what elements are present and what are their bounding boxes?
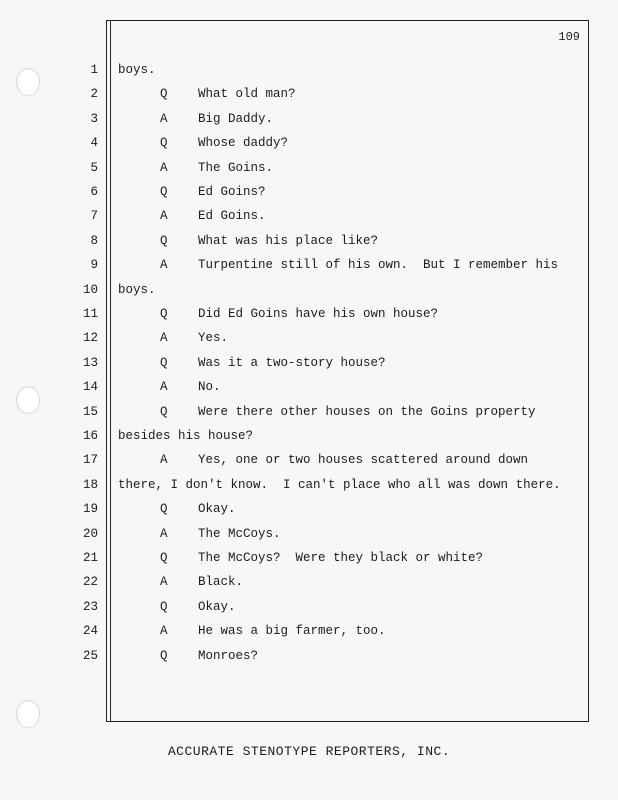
line-number: 8: [90, 233, 98, 248]
line-text: What old man?: [198, 87, 296, 102]
transcript-line: [0, 405, 618, 425]
line-text: Was it a two-story house?: [198, 355, 386, 370]
speaker-label: Q: [160, 502, 168, 517]
transcript-line: [0, 209, 618, 229]
line-text: Turpentine still of his own. But I remember his: [198, 258, 559, 273]
speaker-label: A: [160, 453, 168, 468]
transcript-line: [0, 63, 618, 83]
transcript-line: [0, 258, 618, 278]
speaker-label: A: [160, 160, 168, 175]
transcript-line: [0, 527, 618, 547]
line-number: 23: [82, 599, 98, 614]
line-text: Yes.: [198, 331, 229, 346]
speaker-label: A: [160, 526, 168, 541]
line-text: The McCoys.: [198, 526, 281, 541]
speaker-label: A: [160, 258, 168, 273]
transcript-line: [0, 649, 618, 669]
line-text: Did Ed Goins have his own house?: [198, 307, 439, 321]
transcript-line: [0, 600, 618, 620]
transcript-line: [0, 112, 618, 132]
line-number: 19: [82, 502, 98, 517]
line-text: there, I don't know. I can't place who all was down there.: [118, 477, 561, 492]
line-text: boys.: [118, 63, 156, 77]
speaker-label: Q: [160, 233, 168, 248]
line-text: The McCoys? Were they black or white?: [198, 551, 484, 565]
speaker-label: Q: [160, 185, 168, 199]
transcript-line: [0, 624, 618, 644]
line-text: Big Daddy.: [198, 111, 274, 126]
line-text: besides his house?: [118, 429, 254, 443]
speaker-label: A: [160, 209, 168, 224]
speaker-label: A: [160, 624, 168, 639]
transcript-line: [0, 551, 618, 571]
line-text: He was a big farmer, too.: [198, 624, 386, 639]
line-number: 2: [90, 87, 98, 102]
transcript-line: [0, 283, 618, 303]
speaker-label: A: [160, 331, 168, 346]
transcript-line: [0, 331, 618, 351]
transcript-line: [0, 502, 618, 522]
speaker-label: Q: [160, 307, 168, 321]
transcript-line: [0, 136, 618, 156]
speaker-label: Q: [160, 648, 168, 663]
page-number: 109: [558, 30, 580, 44]
transcript-line: [0, 453, 618, 473]
line-number: 22: [82, 575, 98, 590]
line-number: 5: [90, 160, 98, 175]
transcript-line: [0, 307, 618, 327]
line-text: Okay.: [198, 599, 236, 614]
transcript-line: [0, 185, 618, 205]
transcript-line: [0, 161, 618, 181]
transcript-line: [0, 234, 618, 254]
speaker-label: Q: [160, 87, 168, 102]
line-number: 20: [82, 526, 98, 541]
speaker-label: A: [160, 380, 168, 395]
transcript-line: [0, 356, 618, 376]
speaker-label: Q: [160, 551, 168, 565]
line-text: Ed Goins.: [198, 209, 266, 224]
line-text: Were there other houses on the Goins property: [198, 404, 536, 419]
line-number: 10: [82, 282, 98, 297]
speaker-label: Q: [160, 599, 168, 614]
line-number: 17: [82, 453, 98, 468]
transcript-line: [0, 380, 618, 400]
line-text: Monroes?: [198, 648, 259, 663]
transcript-line: [0, 87, 618, 107]
line-text: Yes, one or two houses scattered around down: [198, 453, 529, 468]
line-text: Whose daddy?: [198, 136, 289, 151]
line-text: What was his place like?: [198, 233, 379, 248]
line-number: 15: [82, 404, 98, 419]
punch-hole-bottom: [16, 700, 40, 728]
line-number: 3: [90, 111, 98, 126]
line-number: 9: [90, 258, 98, 273]
line-text: The Goins.: [198, 160, 274, 175]
line-number: 11: [82, 307, 98, 321]
line-number: 25: [82, 648, 98, 663]
line-number: 21: [82, 551, 98, 565]
transcript-line: [0, 478, 618, 498]
speaker-label: Q: [160, 136, 168, 151]
line-number: 18: [82, 477, 98, 492]
speaker-label: A: [160, 575, 168, 590]
line-text: Black.: [198, 575, 244, 590]
footer-reporter-name: ACCURATE STENOTYPE REPORTERS, INC.: [167, 744, 451, 759]
line-number: 1: [90, 63, 98, 77]
line-number: 13: [82, 355, 98, 370]
line-number: 12: [82, 331, 98, 346]
line-text: Okay.: [198, 502, 236, 517]
speaker-label: Q: [160, 404, 168, 419]
transcript-line: [0, 429, 618, 449]
line-number: 4: [90, 136, 98, 151]
transcript-line: [0, 575, 618, 595]
line-number: 6: [90, 185, 98, 199]
speaker-label: Q: [160, 355, 168, 370]
line-number: 14: [82, 380, 98, 395]
line-number: 16: [82, 429, 98, 443]
line-number: 24: [82, 624, 98, 639]
line-number: 7: [90, 209, 98, 224]
line-text: Ed Goins?: [198, 185, 266, 199]
line-text: boys.: [118, 282, 156, 297]
speaker-label: A: [160, 111, 168, 126]
line-text: No.: [198, 380, 221, 395]
